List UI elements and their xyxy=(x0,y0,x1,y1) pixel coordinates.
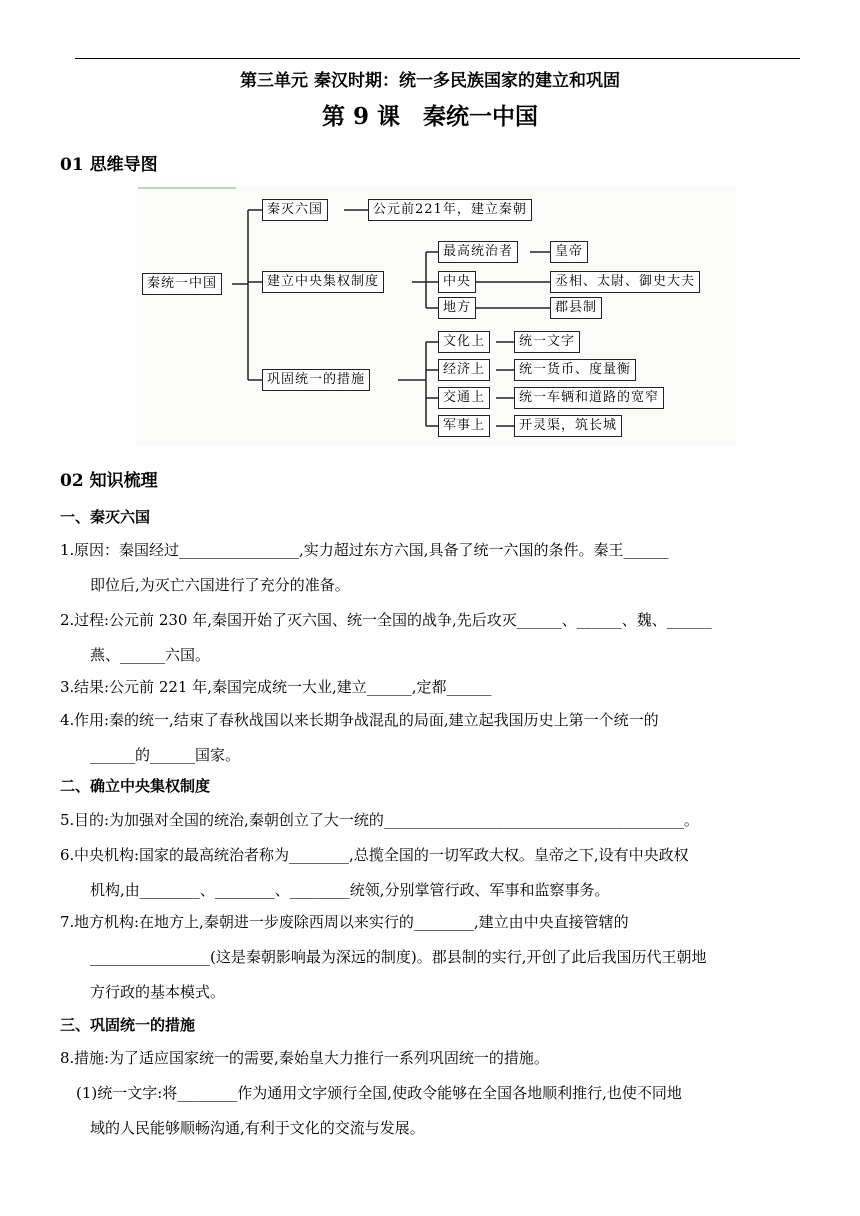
item-text: 原因：秦国经过________________,实力超过东方六国,具备了统一六国的条件。秦王______ xyxy=(74,541,669,559)
item-text: 机构,由________、________、________统领,分别掌管行政、军事和监察事务。 xyxy=(90,881,610,899)
knowledge-heading: 02 知识梳理 xyxy=(60,471,158,491)
item-text: 方行政的基本模式。 xyxy=(90,983,226,1001)
mindmap-branch2-item: 最高统治者 xyxy=(438,241,518,263)
item-number: 3. xyxy=(60,678,75,696)
mindmap-branch1-leaf: 公元前221年，建立秦朝 xyxy=(368,199,532,221)
section-heading: 二、确立中央集权制度 xyxy=(60,777,211,795)
item-number: 6. xyxy=(60,846,75,864)
item-6 xyxy=(60,838,802,908)
item-text: 燕、______六国。 xyxy=(90,646,211,664)
item-number: 5. xyxy=(60,811,75,829)
item-1 xyxy=(60,533,802,603)
mindmap-branch2: 建立中央集权制度 xyxy=(262,271,384,293)
mindmap-branch2-leaf: 丞相、太尉、御史大夫 xyxy=(550,271,700,293)
mindmap-branch2-item: 地方 xyxy=(438,297,476,319)
mindmap-branch3-item: 交通上 xyxy=(438,387,490,409)
item-5 xyxy=(60,803,802,838)
mindmap-branch2-item: 中央 xyxy=(438,271,476,293)
mindmap-branch2-leaf: 皇帝 xyxy=(550,241,588,263)
mindmap-root: 秦统一中国 xyxy=(142,273,222,295)
item-text: ________________(这是秦朝影响最为深远的制度)。郡县制的实行,开创了此后我国历代王朝地 xyxy=(90,948,707,966)
item-number: 1. xyxy=(60,541,75,559)
unit-title: 第三单元 秦汉时期：统一多民族国家的建立和巩固 xyxy=(240,71,620,91)
top-rule xyxy=(75,58,800,59)
item-3 xyxy=(60,670,802,705)
mindmap xyxy=(136,186,736,446)
item-text: 过程:公元前 230 年,秦国开始了灭六国、统一全国的战争,先后攻灭______、______、魏、______ xyxy=(74,611,712,629)
section-heading: 三、巩固统一的措施 xyxy=(60,1016,196,1034)
mindmap-branch3-leaf: 统一文字 xyxy=(514,331,580,353)
item-text: 作用:秦的统一,结束了春秋战国以来长期争战混乱的局面,建立起我国历史上第一个统一的 xyxy=(74,711,659,729)
section-heading: 一、秦灭六国 xyxy=(60,508,151,526)
mindmap-branch3: 巩固统一的措施 xyxy=(262,369,370,391)
item-4 xyxy=(60,703,802,773)
mindmap-branch3-leaf: 统一车辆和道路的宽窄 xyxy=(514,387,664,409)
item-text: 目的:为加强对全国的统治,秦朝创立了大一统的________________________________________。 xyxy=(74,811,699,829)
item-2 xyxy=(60,603,802,673)
item-text: 即位后,为灭亡六国进行了充分的准备。 xyxy=(90,576,350,594)
item-text: 措施:为了适应国家统一的需要,秦始皇大力推行一系列巩固统一的措施。 xyxy=(74,1049,549,1067)
mindmap-branch1: 秦灭六国 xyxy=(262,199,328,221)
item-text: 结果:公元前 221 年,秦国完成统一大业,建立______,定都______ xyxy=(74,678,492,696)
mindmap-branch2-leaf: 郡县制 xyxy=(550,297,602,319)
mindmap-branch3-leaf: 统一货币、度量衡 xyxy=(514,359,636,381)
lesson-title: 第 9 课 秦统一中国 xyxy=(321,103,539,130)
item-number: 7. xyxy=(60,913,75,931)
mindmap-branch3-item: 军事上 xyxy=(438,415,490,437)
item-number: 2. xyxy=(60,611,75,629)
item-text: (1)统一文字:将________作为通用文字颁行全国,使政令能够在全国各地顺利推行,也使不同地 xyxy=(76,1084,682,1102)
item-text: 地方机构:在地方上,秦朝进一步废除西周以来实行的________,建立由中央直接管辖的 xyxy=(74,913,629,931)
item-text: 中央机构:国家的最高统治者称为________,总揽全国的一切军政大权。皇帝之下,设有中央政权 xyxy=(74,846,689,864)
item-number: 8. xyxy=(60,1049,75,1067)
item-number: 4. xyxy=(60,711,75,729)
item-7 xyxy=(60,905,802,1010)
item-text: ______的______国家。 xyxy=(90,746,241,764)
mindmap-branch3-item: 文化上 xyxy=(438,331,490,353)
item-8 xyxy=(60,1041,802,1146)
item-text: 域的人民能够顺畅沟通,有利于文化的交流与发展。 xyxy=(90,1119,425,1137)
mindmap-heading: 01 思维导图 xyxy=(60,155,158,175)
mindmap-branch3-item: 经济上 xyxy=(438,359,490,381)
mindmap-branch3-leaf: 开灵渠，筑长城 xyxy=(514,415,622,437)
